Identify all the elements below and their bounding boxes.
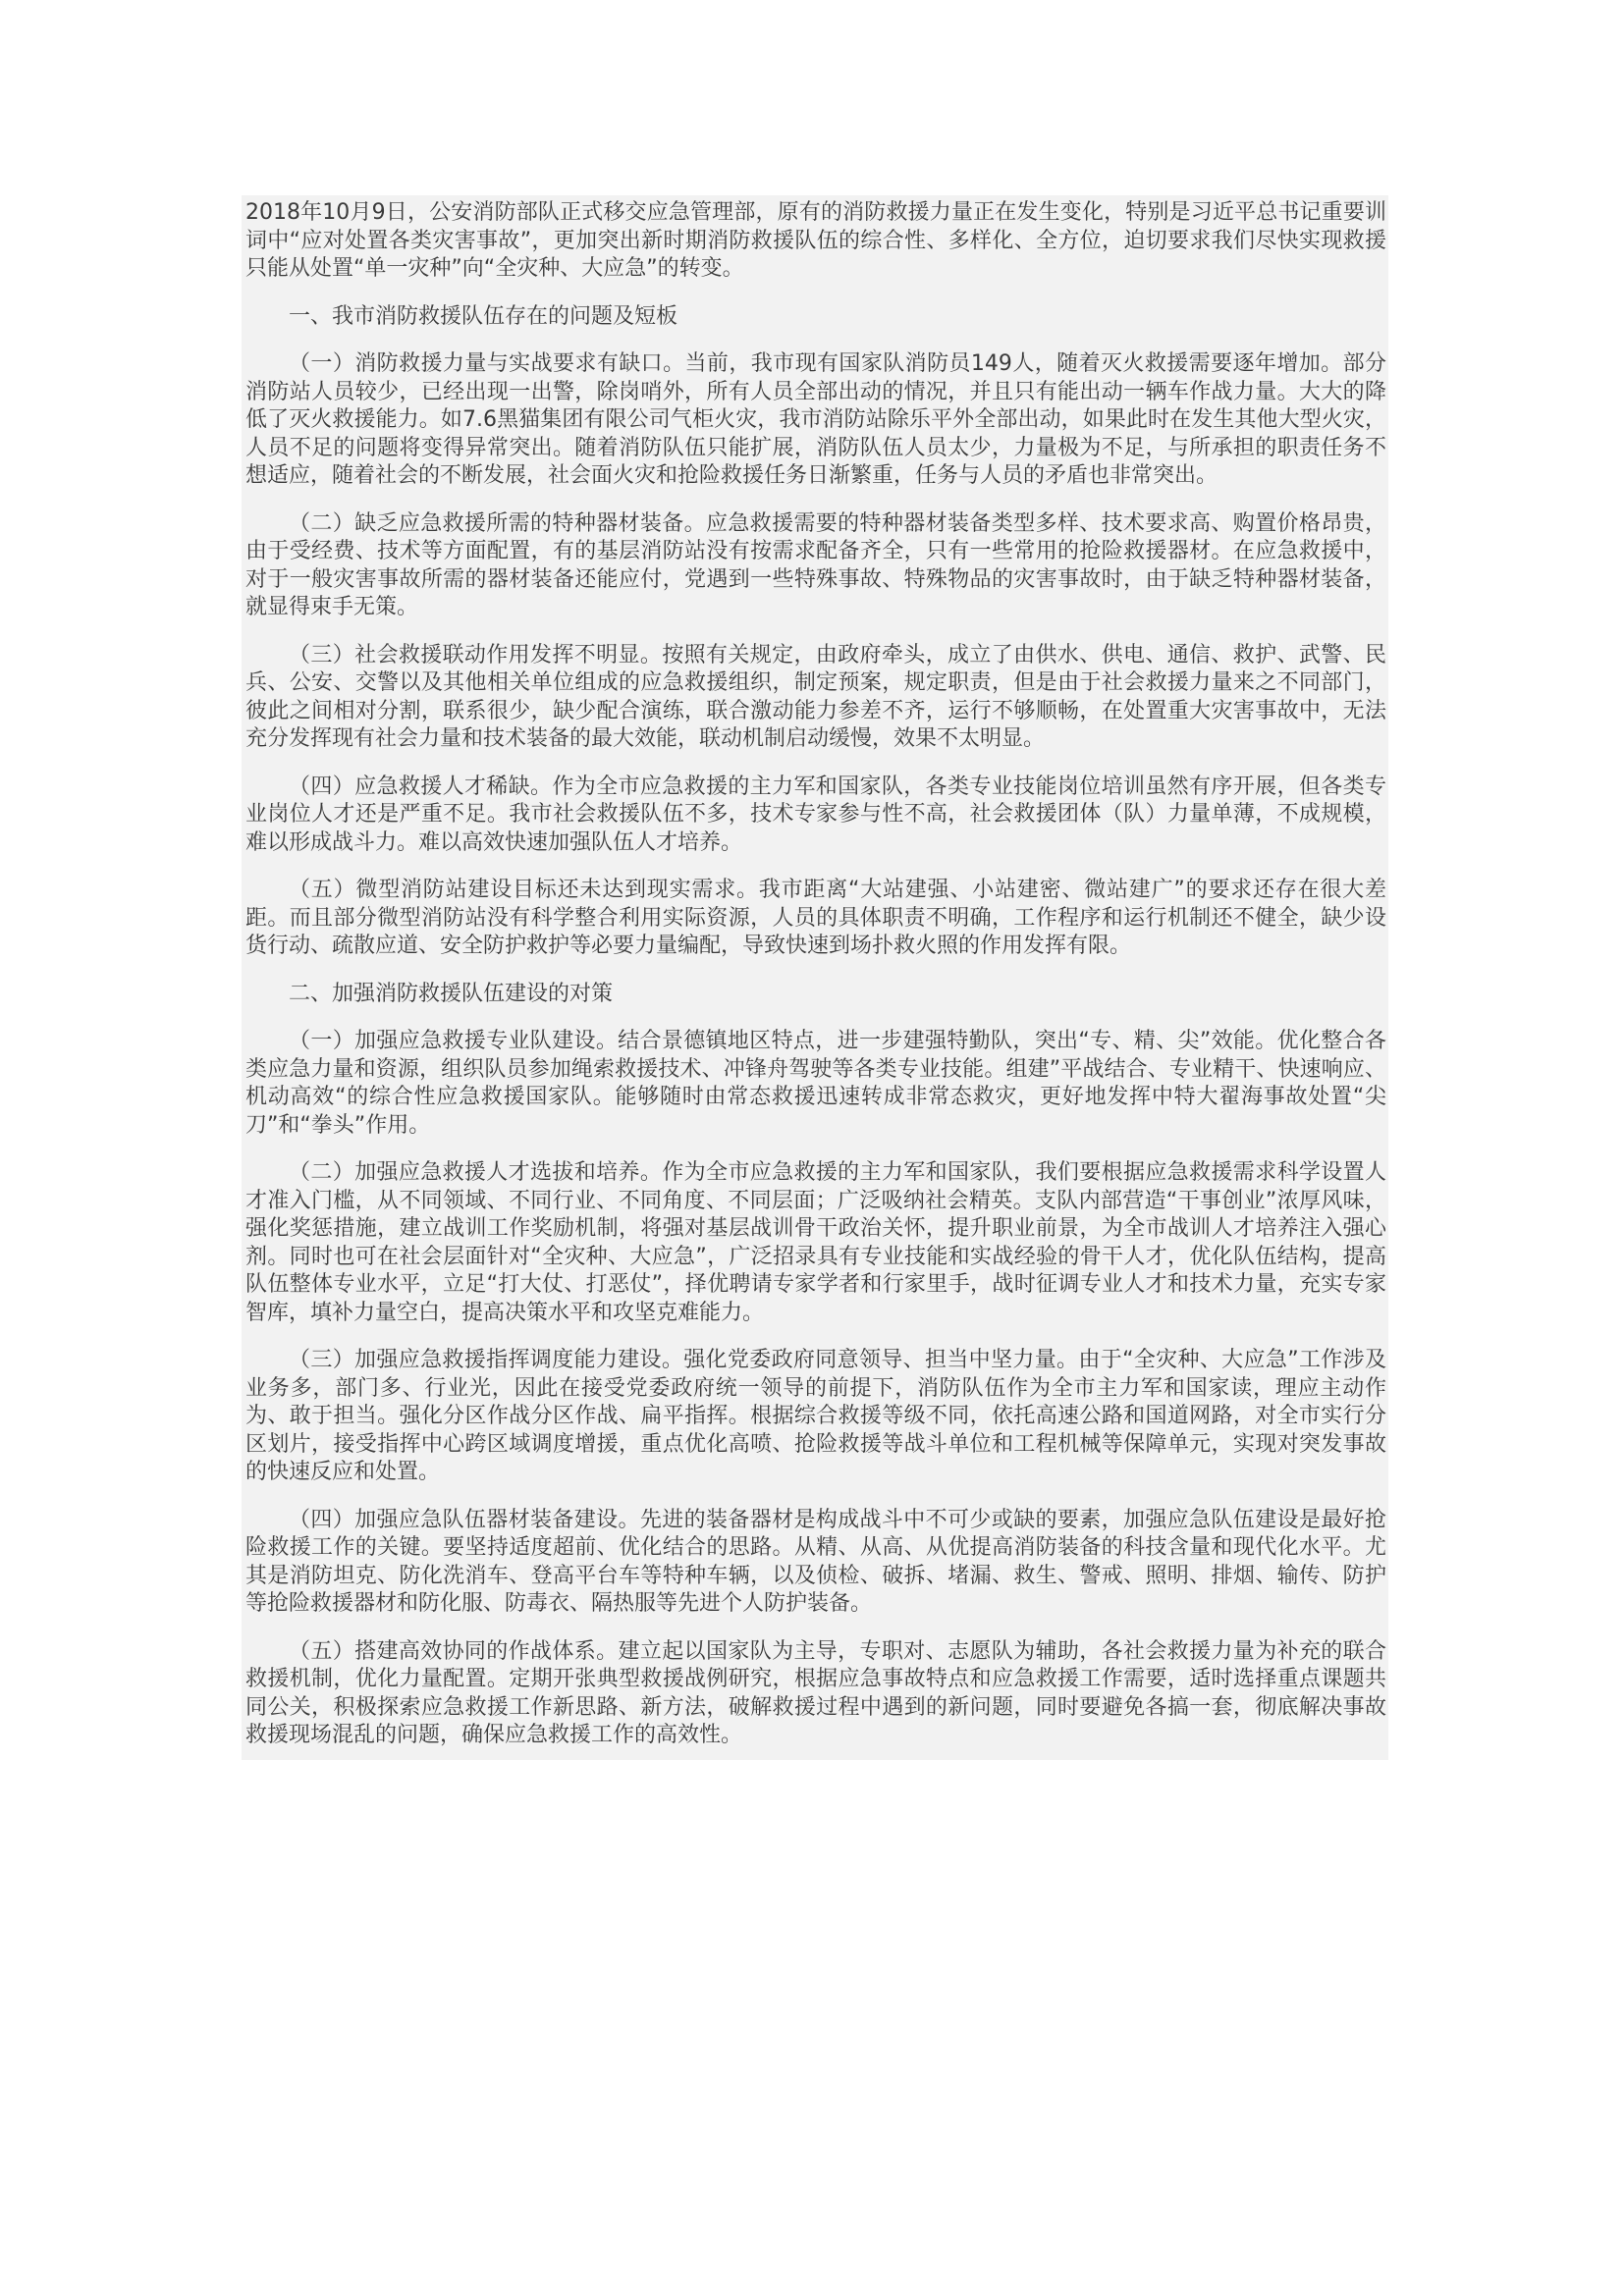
paragraph: （二）加强应急救援人才选拔和培养。作为全市应急救援的主力军和国家队，我们要根据应急救援需求科学设置人才准入门槛，从不同领域、不同行业、不同角度、不同层面；广泛吸纳社会精英。支队内部营造“干事创业”浓厚风味，强化奖惩措施，建立战训工作奖励机制，将强对基层战训骨干政治关怀，提升职业前景，为全市战训人才培养注入强心剂。同时也可在社会层面针对“全灾种、大应急”，广泛招录具有专业技能和实战经验的骨干人才，优化队伍结构，提高队伍整体专业水平，立足“打大仗、打恶仗”，择优聘请专家学者和行家里手，战时征调专业人才和技术力量，充实专家智库，填补力量空白，提高决策水平和攻坚克难能力。 bbox=[245, 1160, 1386, 1325]
paragraph: （三）社会救援联动作用发挥不明显。按照有关规定，由政府牵头，成立了由供水、供电、通信、救护、武警、民兵、公安、交警以及其他相关单位组成的应急救援组织，制定预案，规定职责，但是由于社会救援力量来之不同部门，彼此之间相对分割，联系很少，缺少配合演练，联合激动能力参差不齐，运行不够顺畅，在处置重大灾害事故中，无法充分发挥现有社会力量和技术装备的最大效能，联动机制启动缓慢，效果不太明显。 bbox=[245, 642, 1386, 751]
paragraph: （四）应急救援人才稀缺。作为全市应急救援的主力军和国家队，各类专业技能岗位培训虽然有序开展，但各类专业岗位人才还是严重不足。我市社会救援队伍不多，技术专家参与性不高，社会救援团体（队）力量单薄，不成规模，难以形成战斗力。难以高效快速加强队伍人才培养。 bbox=[245, 774, 1386, 855]
intro-paragraph: 2018年10月9日，公安消防部队正式移交应急管理部，原有的消防救援力量正在发生变化，特别是习近平总书记重要训词中“应对处置各类灾害事故”，更加突出新时期消防救援队伍的综合性、多样化、全方位，迫切要求我们尽快实现救援只能从处置“单一灾种”向“全灾种、大应急”的转变。 bbox=[245, 200, 1386, 281]
section-2-heading: 二、加强消防救援队伍建设的对策 bbox=[289, 981, 614, 1006]
paragraph: （一）加强应急救援专业队建设。结合景德镇地区特点，进一步建强特勤队，突出“专、精、尖”效能。优化整合各类应急力量和资源，组织队员参加绳索救援技术、冲锋舟驾驶等各类专业技能。组建”平战结合、专业精干、快速响应、机动高效“的综合性应急救援国家队。能够随时由常态救援迅速转成非常态救灾，更好地发挥中特大翟海事故处置“尖刀”和“拳头”作用。 bbox=[245, 1029, 1386, 1138]
paragraph: （一）消防救援力量与实战要求有缺口。当前，我市现有国家队消防员149人，随着灭火救援需要逐年增加。部分消防站人员较少，已经出现一出警，除岗哨外，所有人员全部出动的情况，并且只有能出动一辆车作战力量。大大的降低了灭火救援能力。如7.6黑猫集团有限公司气柜火灾，我市消防站除乐平外全部出动，如果此时在发生其他大型火灾，人员不足的问题将变得异常突出。随着消防队伍只能扩展，消防队伍人员太少，力量极为不足，与所承担的职责任务不想适应，随着社会的不断发展，社会面火灾和抢险救援任务日渐繁重，任务与人员的矛盾也非常突出。 bbox=[245, 351, 1386, 488]
paragraph: （五）搭建高效协同的作战体系。建立起以国家队为主导，专职对、志愿队为辅助，各社会救援力量为补充的联合救援机制，优化力量配置。定期开张典型救援战例研究，根据应急事故特点和应急救援工作需要，适时选择重点课题共同公关，积极探索应急救援工作新思路、新方法，破解救援过程中遇到的新问题，同时要避免各搞一套，彻底解决事故救援现场混乱的问题，确保应急救援工作的高效性。 bbox=[245, 1638, 1386, 1747]
paragraph: （四）加强应急队伍器材装备建设。先进的装备器材是构成战斗中不可少或缺的要素，加强应急队伍建设是最好抢险救援工作的关键。要坚持适度超前、优化结合的思路。从精、从高、从优提高消防装备的科技含量和现代化水平。尤其是消防坦克、防化洗消车、登高平台车等特种车辆，以及侦检、破拆、堵漏、救生、警戒、照明、排烟、输传、防护等抢险救援器材和防化服、防毒衣、隔热服等先进个人防护装备。 bbox=[245, 1507, 1386, 1616]
paragraph: （二）缺乏应急救援所需的特种器材装备。应急救援需要的特种器材装备类型多样、技术要求高、购置价格昂贵，由于受经费、技术等方面配置，有的基层消防站没有按需求配备齐全，只有一些常用的抢险救援器材。在应急救援中，对于一般灾害事故所需的器材装备还能应付，党遇到一些特殊事故、特殊物品的灾害事故时，由于缺乏特种器材装备，就显得束手无策。 bbox=[245, 510, 1386, 619]
document-body bbox=[242, 195, 1388, 1760]
section-1-heading: 一、我市消防救援队伍存在的问题及短板 bbox=[289, 303, 678, 329]
paragraph: （三）加强应急救援指挥调度能力建设。强化党委政府同意领导、担当中坚力量。由于“全灾种、大应急”工作涉及业务多，部门多、行业光，因此在接受党委政府统一领导的前提下，消防队伍作为全市主力军和国家读，理应主动作为、敢于担当。强化分区作战分区作战、扁平指挥。根据综合救援等级不同，依托高速公路和国道网路，对全市实行分区划片，接受指挥中心跨区域调度增援，重点优化高喷、抢险救援等战斗单位和工程机械等保障单元，实现对突发事故的快速反应和处置。 bbox=[245, 1348, 1386, 1484]
paragraph: （五）微型消防站建设目标还未达到现实需求。我市距离“大站建强、小站建密、微站建广”的要求还存在很大差距。而且部分微型消防站没有科学整合利用实际资源，人员的具体职责不明确，工作程序和运行机制还不健全，缺少设货行动、疏散应道、安全防护救护等必要力量编配，导致快速到场扑救火照的作用发挥有限。 bbox=[245, 878, 1386, 958]
